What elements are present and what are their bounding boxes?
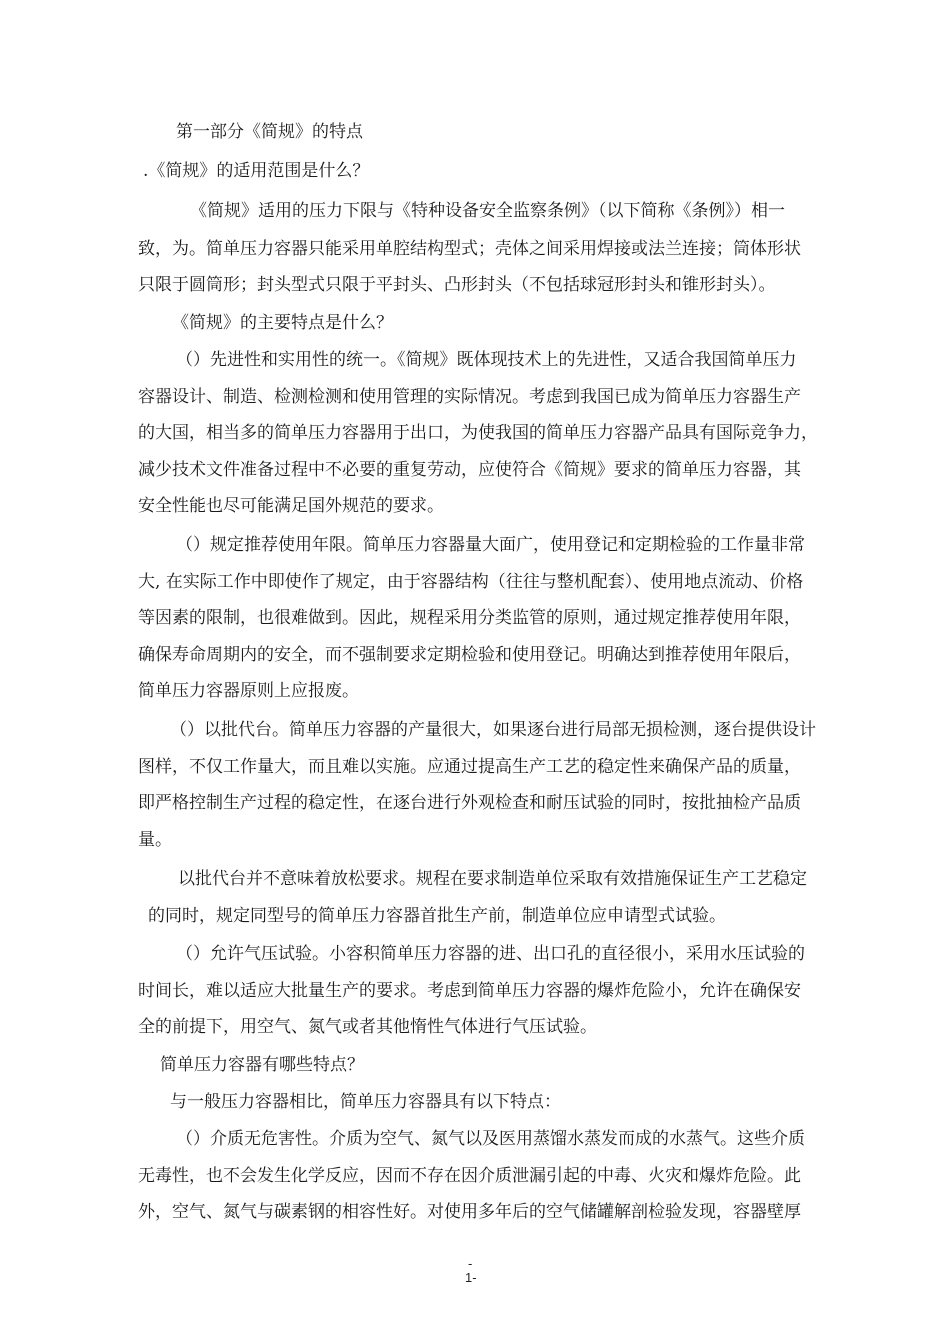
- paragraph-3-line-4: 确保寿命周期内的安全，而不强制要求定期检验和使用登记。明确达到推荐使用年限后，: [138, 645, 801, 665]
- question-3: 简单压力容器有哪些特点？: [160, 1055, 364, 1075]
- paragraph-1-line-3: 只限于圆筒形；封头型式只限于平封头、凸形封头（不包括球冠形封头和锥形封头）。: [138, 275, 776, 295]
- paragraph-4-line-1: （）以批代台。简单压力容器的产量很大，如果逐台进行局部无损检测，逐台提供设计: [170, 720, 816, 740]
- paragraph-2-line-3: 的大国，相当多的简单压力容器用于出口，为使我国的简单压力容器产品具有国际竞争力，: [138, 423, 818, 443]
- paragraph-2-line-1: （）先进性和实用性的统一。《简规》既体现技术上的先进性，又适合我国简单压力: [176, 350, 797, 370]
- paragraph-7: 与一般压力容器相比，简单压力容器具有以下特点：: [170, 1092, 561, 1112]
- footer-dash: -: [468, 1256, 473, 1271]
- paragraph-2-line-5: 安全性能也尽可能满足国外规范的要求。: [138, 496, 444, 516]
- paragraph-5-line-1: 以批代台并不意味着放松要求。规程在要求制造单位采取有效措施保证生产工艺稳定: [178, 869, 807, 889]
- paragraph-4-line-3: 即严格控制生产过程的稳定性，在逐台进行外观检查和耐压试验的同时，按批抽检产品质: [138, 793, 801, 813]
- paragraph-6-line-1: （）允许气压试验。小容积简单压力容器的进、出口孔的直径很小，采用水压试验的: [176, 944, 805, 964]
- paragraph-2-line-4: 减少技术文件准备过程中不必要的重复劳动，应使符合《简规》要求的简单压力容器，其: [138, 460, 801, 480]
- question-2: 《简规》的主要特点是什么？: [172, 313, 393, 333]
- paragraph-1-line-1: 《简规》适用的压力下限与《特种设备安全监察条例》（以下简称《条例》）相一: [190, 201, 785, 221]
- paragraph-4-line-4: 量。: [138, 830, 172, 850]
- section-heading: 第一部分《简规》的特点: [176, 122, 363, 142]
- paragraph-6-line-2: 时间长，难以适应大批量生产的要求。考虑到简单压力容器的爆炸危险小，允许在确保安: [138, 981, 801, 1001]
- paragraph-8-line-1: （）介质无危害性。介质为空气、氮气以及医用蒸馏水蒸发而成的水蒸气。这些介质: [176, 1129, 805, 1149]
- paragraph-5-line-2: 的同时，规定同型号的简单压力容器首批生产前，制造单位应申请型式试验。: [148, 906, 726, 926]
- paragraph-6-line-3: 全的前提下，用空气、氮气或者其他惰性气体进行气压试验。: [138, 1017, 597, 1037]
- paragraph-8-line-2: 无毒性，也不会发生化学反应，因而不存在因介质泄漏引起的中毒、火灾和爆炸危险。此: [138, 1166, 801, 1186]
- paragraph-3-line-3: 等因素的限制，也很难做到。因此，规程采用分类监管的原则，通过规定推荐使用年限，: [138, 608, 801, 628]
- paragraph-3-line-1: （）规定推荐使用年限。简单压力容器量大面广，使用登记和定期检验的工作量非常: [176, 535, 805, 555]
- paragraph-1-line-2: 致，为。简单压力容器只能采用单腔结构型式；壳体之间采用焊接或法兰连接；筒体形状: [138, 239, 801, 259]
- paragraph-3-line-2: 大, 在实际工作中即使作了规定，由于容器结构（往往与整机配套）、使用地点流动、价格: [138, 572, 804, 592]
- paragraph-3-line-5: 简单压力容器原则上应报废。: [138, 681, 359, 701]
- paragraph-2-line-2: 容器设计、制造、检测检测和使用管理的实际情况。考虑到我国已成为简单压力容器生产: [138, 387, 801, 407]
- question-1: .《简规》的适用范围是什么？: [143, 161, 370, 181]
- paragraph-4-line-2: 图样，不仅工作量大，而且难以实施。应通过提高生产工艺的稳定性来确保产品的质量，: [138, 757, 801, 777]
- page-number: 1-: [465, 1270, 477, 1285]
- paragraph-8-line-3: 外，空气、氮气与碳素钢的相容性好。对使用多年后的空气储罐解剖检验发现，容器壁厚: [138, 1202, 801, 1222]
